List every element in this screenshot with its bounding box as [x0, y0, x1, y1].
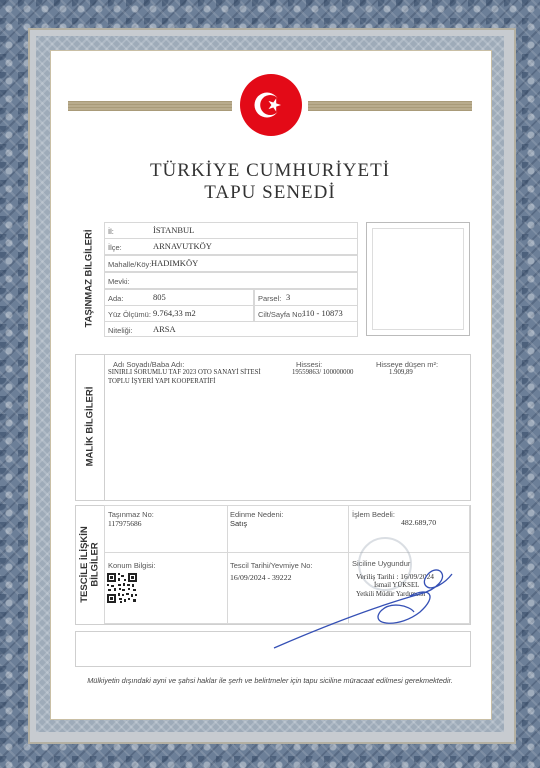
hisse-m2-label: Hisseye düşen m²:: [376, 360, 439, 369]
verilis-tarihi: Veriliş Tarihi : 16/09/2024: [356, 572, 434, 581]
bedel-value: 482.689,70: [401, 518, 437, 527]
ilce-value: ARNAVUTKÖY: [153, 241, 212, 251]
row-ilce: [104, 238, 358, 255]
sicil-label: Siciline Uygundur: [352, 559, 411, 568]
malik-box: [75, 354, 471, 501]
tasinmaz-no-label: Taşınmaz No:: [108, 510, 154, 519]
ada-label: Ada:: [108, 294, 124, 303]
row-mevki: [104, 272, 358, 289]
signatory-title: Yetkili Müdür Yardımcısı: [356, 591, 426, 598]
photo-box-inner: [372, 228, 464, 330]
decorative-rule-left: [68, 101, 232, 111]
section-label-tasinmaz: TAŞINMAZ BİLGİLERİ: [83, 229, 95, 327]
document-title-line2: TAPU SENEDİ: [204, 182, 336, 203]
parsel-label: Parsel:: [258, 294, 282, 303]
cilt-value: 110 - 10873: [302, 308, 343, 318]
il-value: İSTANBUL: [153, 225, 195, 235]
signatory-name: İsmail YÜKSEL: [374, 582, 420, 589]
footer-note: Mülkiyetin dışındaki ayni ve şahsi haklar ile şerh ve belirtmeler için tapu siciline müracaat edilmesi gerekmektedir.: [87, 676, 453, 685]
mahalle-label: Mahalle/Köy:: [108, 260, 152, 269]
row-nitelik: [104, 321, 358, 337]
hisse-label: Hissesi:: [296, 360, 323, 369]
konum-label: Konum Bilgisi:: [108, 561, 156, 570]
edinme-value: Satış: [230, 519, 248, 528]
yuzolcumu-value: 9.764,33 m2: [153, 308, 196, 318]
ada-value: 805: [153, 292, 166, 302]
nitelik-value: ARSA: [153, 324, 176, 334]
owner-name-line1: SINIRLI SORUMLU TAF 2023 OTO SANAYİ SİTESİ: [108, 369, 261, 376]
tarih-label: Tescil Tarihi/Yevmiye No:: [230, 561, 313, 570]
cilt-label: Cilt/Sayfa No:: [258, 310, 304, 319]
parsel-value: 3: [286, 292, 291, 302]
hisse-value: 19559863/ 100000000: [292, 369, 354, 376]
tarih-value: 16/09/2024 - 39222: [230, 573, 292, 582]
mevki-label: Mevki:: [108, 277, 130, 286]
adsoyad-label: Adı Soyadı/Baba Adı:: [113, 360, 185, 369]
il-label: İl:: [108, 227, 114, 236]
section-label-malik: MALİK BİLGİLERİ: [84, 386, 96, 467]
section-label-tescil-2: BİLGİLER: [89, 541, 101, 587]
hisse-m2-value: 1.909,89: [389, 369, 413, 376]
decorative-rule-right: [308, 101, 472, 111]
nitelik-label: Niteliği:: [108, 326, 133, 335]
ilce-label: İlçe:: [108, 243, 122, 252]
section-label-tescil-1: TESCİLE İLİŞKİN: [78, 525, 90, 603]
qr-code-icon: [106, 572, 138, 604]
turkish-flag-emblem: [240, 74, 302, 136]
mahalle-value: HADIMKÖY: [151, 258, 199, 268]
row-il: [104, 222, 358, 239]
document-title-line1: TÜRKİYE CUMHURİYETİ: [149, 160, 391, 181]
yuzolcumu-label: Yüz Ölçümü:: [108, 310, 151, 319]
bedel-label: İşlem Bedeli:: [352, 510, 395, 519]
tasinmaz-no-value: 117975686: [108, 519, 142, 528]
handwritten-signature: [260, 556, 460, 656]
row-ada: [104, 289, 254, 306]
owner-name-line2: TOPLU İŞYERİ YAPI KOOPERATİFİ: [108, 378, 216, 385]
edinme-label: Edinme Nedeni:: [230, 510, 284, 519]
